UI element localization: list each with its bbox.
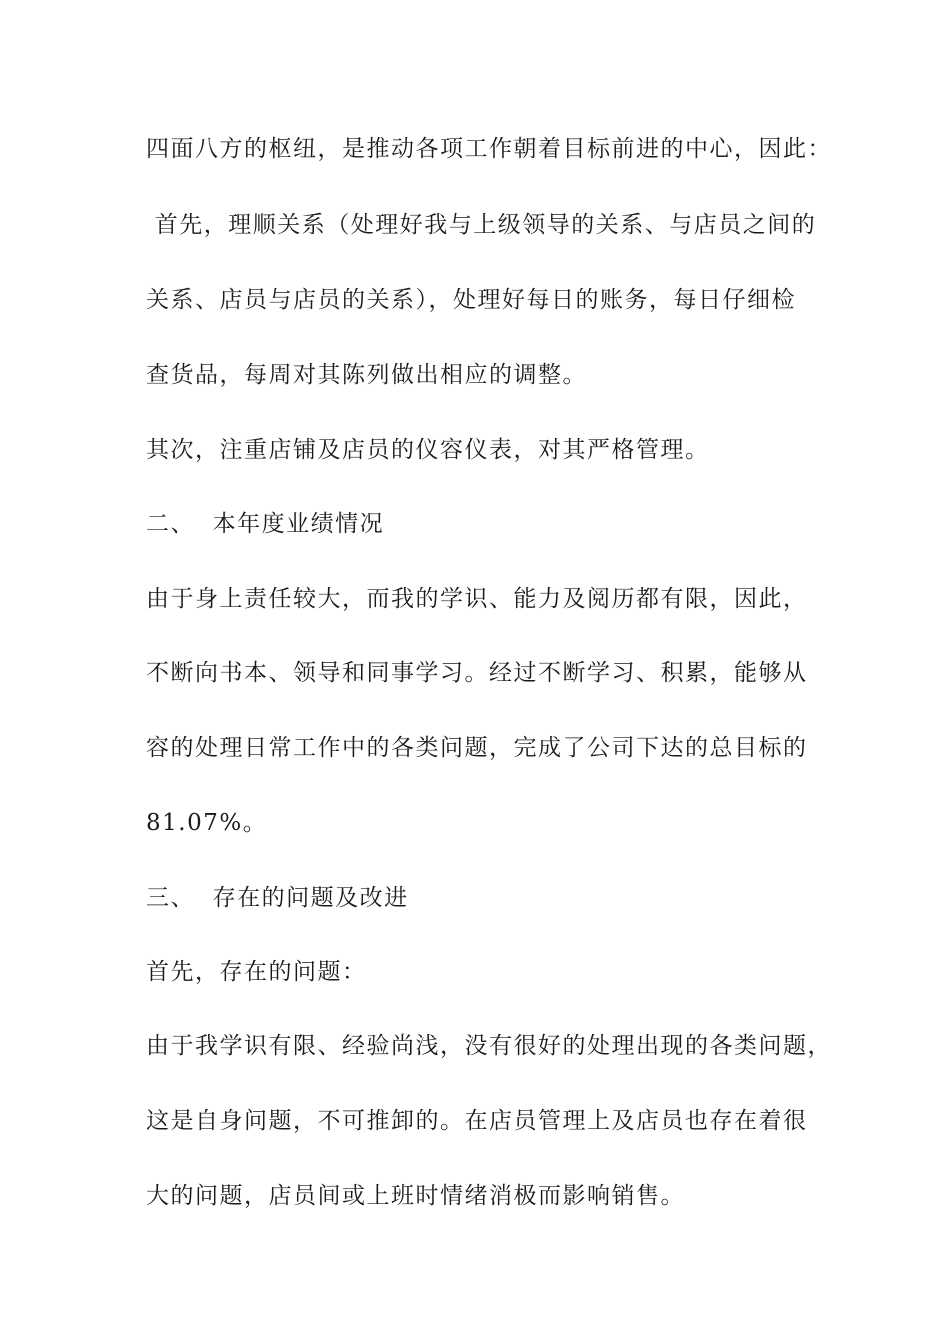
section-heading: 三、 存在的问题及改进 xyxy=(146,885,409,911)
paragraph-line: 查货品，每周对其陈列做出相应的调整。 xyxy=(146,362,587,388)
paragraph-line: 关系、店员与店员的关系），处理好每日的账务，每日仔细检 xyxy=(146,287,796,313)
paragraph-line: 四面八方的枢纽，是推动各项工作朝着目标前进的中心，因此： xyxy=(146,136,832,162)
section-heading: 二、 本年度业绩情况 xyxy=(146,511,385,537)
paragraph-line: 其次，注重店铺及店员的仪容仪表，对其严格管理。 xyxy=(146,437,710,463)
paragraph-line: 首先，理顺关系（处理好我与上级领导的关系、与店员之间的 xyxy=(146,212,817,238)
paragraph-line: 首先，存在的问题： xyxy=(146,959,367,985)
paragraph-line: 大的问题，店员间或上班时情绪消极而影响销售。 xyxy=(146,1183,685,1209)
paragraph-line: 容的处理日常工作中的各类问题，完成了公司下达的总目标的 xyxy=(146,735,808,761)
paragraph-line: 由于身上责任较大，而我的学识、能力及阅历都有限，因此， xyxy=(146,586,808,612)
paragraph-line: 不断向书本、领导和同事学习。经过不断学习、积累，能够从 xyxy=(146,660,808,686)
paragraph-line: 由于我学识有限、经验尚浅，没有很好的处理出现的各类问题， xyxy=(146,1033,832,1059)
paragraph-line: 这是自身问题，不可推卸的。在店员管理上及店员也存在着很 xyxy=(146,1108,808,1134)
paragraph-line: 81.07%。 xyxy=(146,810,268,836)
